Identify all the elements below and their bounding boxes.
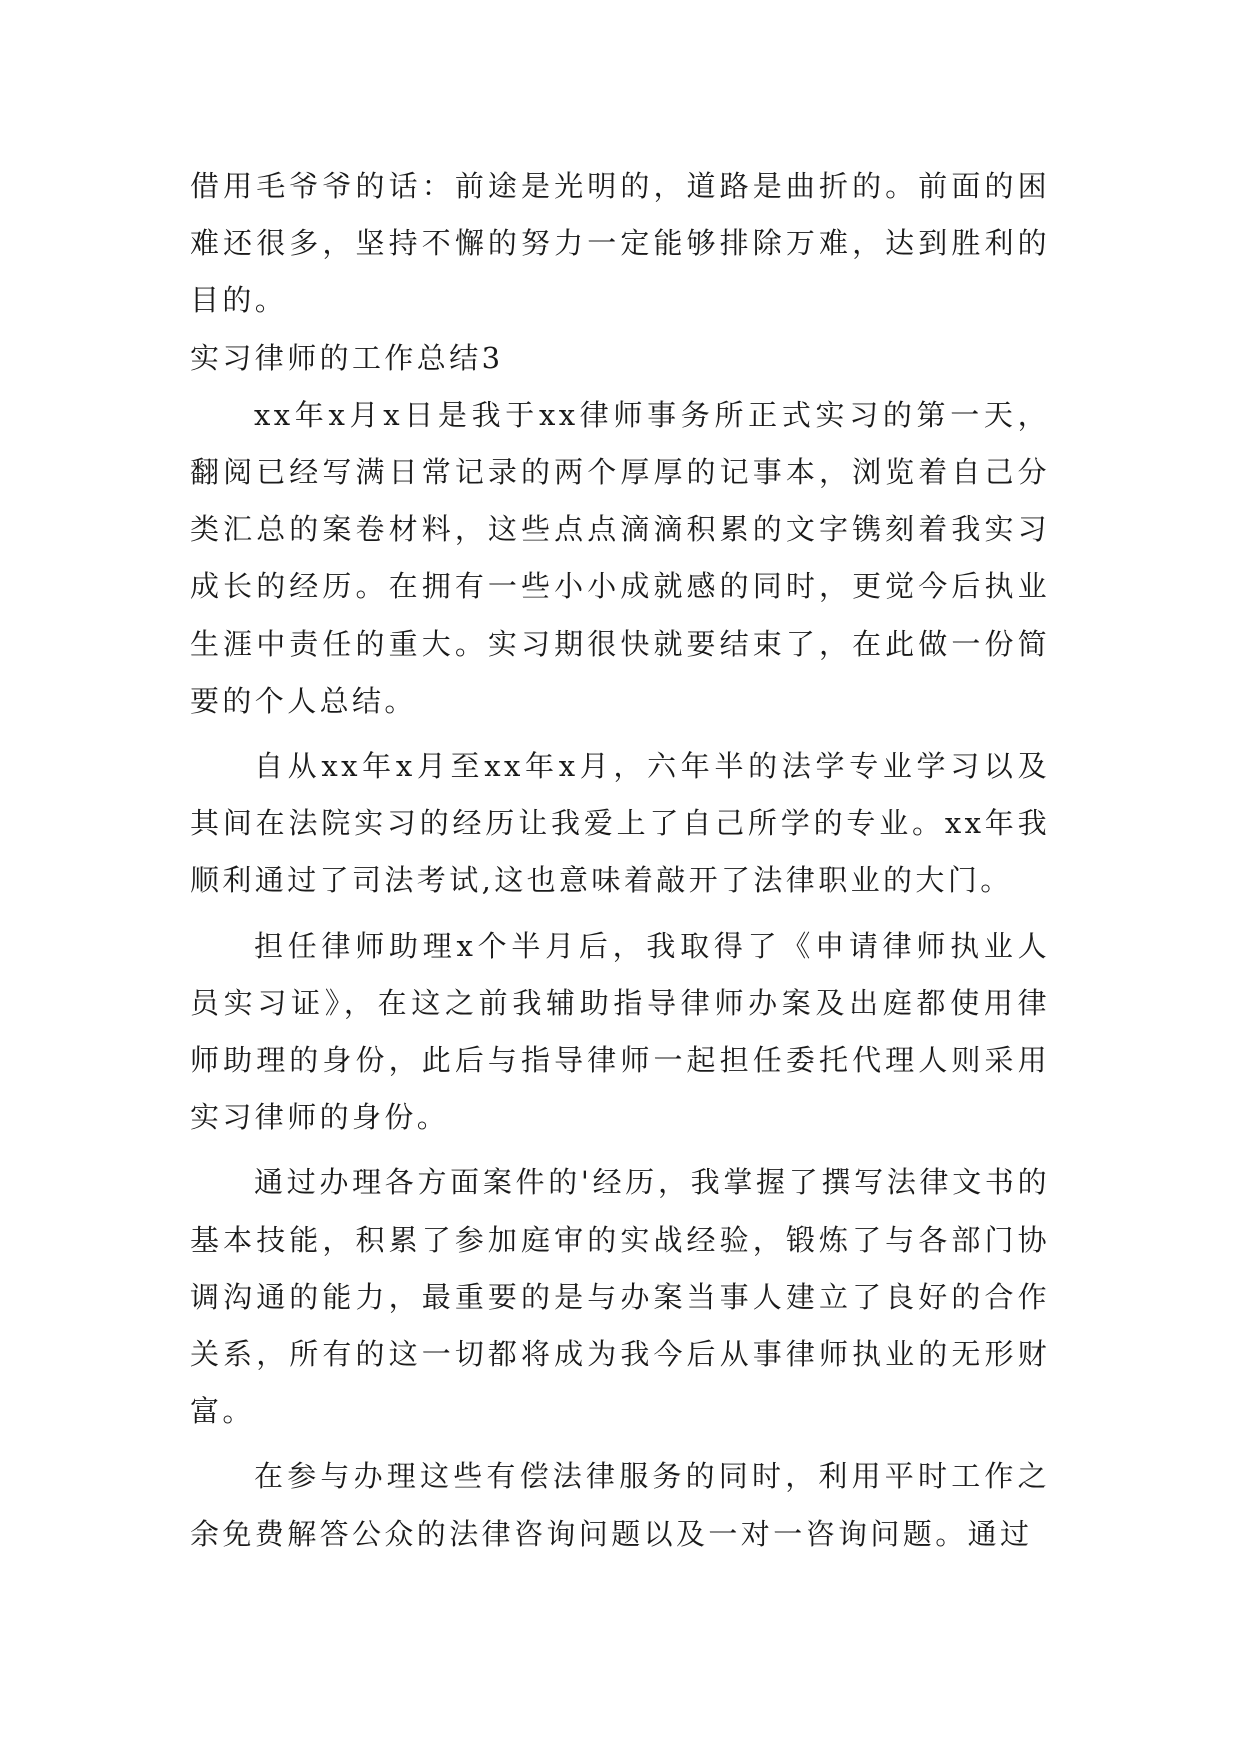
section-heading: 实习律师的工作总结3 [190,340,504,375]
document-body [190,158,1050,1563]
paragraph-study: 自从xx年x月至xx年x月，六年半的法学专业学习以及其间在法院实习的经历让我爱上了自己所学的专业。xx年我顺利通过了司法考试,这也意味着敲开了法律职业的大门。 [190,749,1050,898]
paragraph-experience: 通过办理各方面案件的'经历，我掌握了撰写法律文书的基本技能，积累了参加庭审的实战经验，锻炼了与各部门协调沟通的能力，最重要的是与办案当事人建立了良好的合作关系，所有的这一切都将成为我今后从事律师执业的无形财富。 [190,1165,1050,1429]
paragraph-assistant: 担任律师助理x个半月后，我取得了《申请律师执业人员实习证》，在这之前我辅助指导律师办案及出庭都使用律师助理的身份，此后与指导律师一起担任委托代理人则采用实习律师的身份。 [190,928,1050,1135]
paragraph-first-day: xx年x月x日是我于xx律师事务所正式实习的第一天，翻阅已经写满日常记录的两个厚厚的记事本，浏览着自己分类汇总的案卷材料，这些点点滴滴积累的文字镌刻着我实习成长的经历。在拥有一些小小成就感的同时，更觉今后执业生涯中责任的重大。实习期很快就要结束了，在此做一份简要的个人总结。 [190,397,1050,718]
paragraph-free-consult: 在参与办理这些有偿法律服务的同时，利用平时工作之余免费解答公众的法律咨询问题以及一对一咨询问题。通过 [190,1459,1050,1551]
paragraph-borrow-quote: 借用毛爷爷的话：前途是光明的，道路是曲折的。前面的困难还很多，坚持不懈的努力一定能够排除万难，达到胜利的目的。 [190,169,1050,318]
